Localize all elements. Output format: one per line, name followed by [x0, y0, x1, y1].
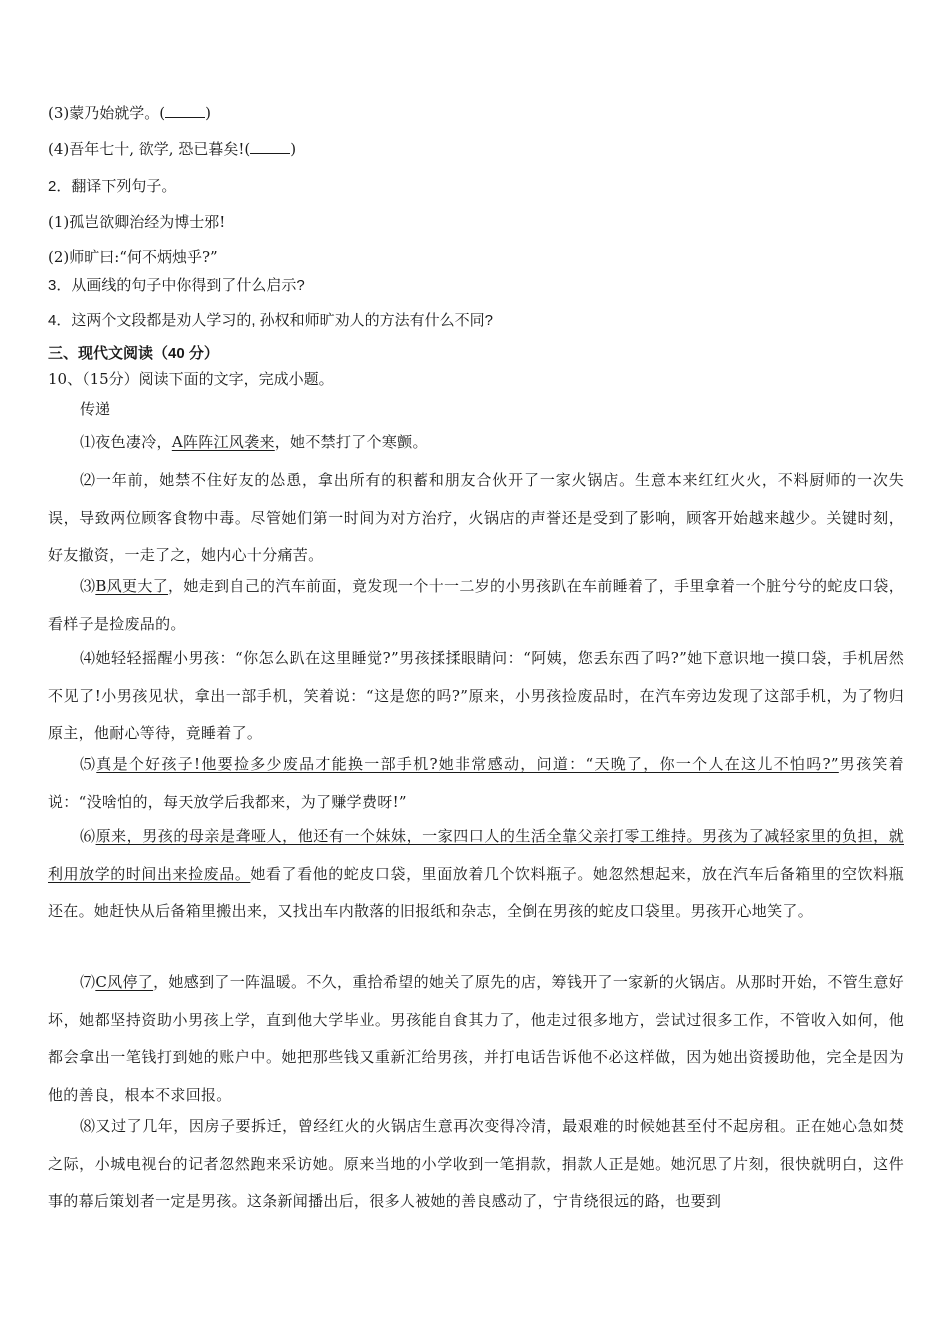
paragraph-5: ⑸真是个好孩子!他要捡多少废品才能换一部手机?她非常感动，问道：“天晚了，你一个人在这儿不怕吗?”男孩笑着说：“没啥怕的，每天放学后我都来，为了赚学费呀!” [48, 755, 904, 811]
paragraph-3: ⑶B风更大了，她走到自己的汽车前面，竟发现一个十一二岁的小男孩趴在车前睡着了，手里拿着一个脏兮兮的蛇皮口袋，看样子是捡废品的。 [48, 577, 905, 633]
paragraph-4: ⑷她轻轻摇醒小男孩：“你怎么趴在这里睡觉?”男孩揉揉眼睛问：“阿姨，您丢东西了吗?”她下意识地一摸口袋，手机居然不见了!小男孩见状，拿出一部手机，笑着说：“这是您的吗?”原来，小男孩捡废品时，在汽车旁边发现了这部手机，为了物归原主，他耐心等待，竟睡着了。 [48, 649, 904, 742]
question-2-2: (2)师旷曰:“何不炳烛乎?” [48, 248, 218, 266]
answer-blank [250, 139, 290, 154]
question-item-4: (4)吾年七十, 欲学, 恐已暮矣!( ) [48, 140, 297, 158]
section-heading: 三、现代文阅读（40 分） [48, 345, 219, 362]
underlined-sentence-5: 真是个好孩子!他要捡多少废品才能换一部手机?她非常感动，问道：“天晚了，你一个人在这儿不怕吗?” [96, 755, 839, 773]
paragraph-2: ⑵一年前，她禁不住好友的怂恿，拿出所有的积蓄和朋友合伙开了一家火锅店。生意本来红红火火，不料厨师的一次失误，导致两位顾客食物中毒。尽管她们第一时间为对方治疗，火锅店的声誉还是受到了影响，顾客开始越来越少。关键时刻，好友撤资，一走了之，她内心十分痛苦。 [48, 471, 904, 564]
question-10: 10、（15分）阅读下面的文字，完成小题。 [48, 370, 334, 388]
paragraph-6: ⑹原来，男孩的母亲是聋哑人，他还有一个妹妹，一家四口人的生活全靠父亲打零工维持。男孩为了减轻家里的负担，就利用放学的时间出来捡废品。她看了看他的蛇皮口袋，里面放着几个饮料瓶子。她忽然想起来，放在汽车后备箱里的空饮料瓶还在。她赶快从后备箱里搬出来，又找出车内散落的旧报纸和杂志，全倒在男孩的蛇皮口袋里。男孩开心地笑了。 [48, 827, 904, 920]
underlined-phrase-c: C风停了 [95, 973, 154, 991]
paragraph-8: ⑻又过了几年，因房子要拆迁，曾经红火的火锅店生意再次变得冷清，最艰难的时候她甚至付不起房租。正在她心急如焚之际，小城电视台的记者忽然跑来采访她。原来当地的小学收到一笔捐款，捐款人正是她。她沉思了片刻，很快就明白，这件事的幕后策划者一定是男孩。这条新闻播出后，很多人被她的善良感动了，宁肯绕很远的路，也要到 [48, 1117, 904, 1210]
question-2-1: (1)孤岂欲卿治经为博士邪! [48, 213, 226, 231]
underlined-phrase-b: B风更大了 [95, 577, 169, 595]
question-4: 4．这两个文段都是劝人学习的, 孙权和师旷劝人的方法有什么不同? [48, 312, 494, 329]
underlined-phrase-a: A阵阵江风袭来 [171, 433, 275, 451]
answer-blank [165, 103, 205, 118]
paragraph-7: ⑺C风停了，她感到了一阵温暖。不久，重拾希望的她关了原先的店，筹钱开了一家新的火锅店。从那时开始，不管生意好坏，她都坚持资助小男孩上学，直到他大学毕业。男孩能自食其力了，他走过很多地方，尝试过很多工作，不管收入如何，他都会拿出一笔钱打到她的账户中。她把那些钱又重新汇给男孩，并打电话告诉他不必这样做，因为她出资援助他，完全是因为他的善良，根本不求回报。 [48, 973, 904, 1104]
paragraph-1: ⑴夜色凄冷，A阵阵江风袭来，她不禁打了个寒颤。 [80, 433, 428, 451]
question-3: 3．从画线的句子中你得到了什么启示? [48, 277, 305, 294]
question-item-3: (3)蒙乃始就学。( ) [48, 104, 211, 122]
question-2: 2．翻译下列句子。 [48, 178, 177, 195]
passage-title: 传递 [80, 400, 111, 418]
underlined-sentence-6: 原来，男孩的母亲是聋哑人，他还有一个妹妹，一家四口人的生活全靠父亲打零工维持。男孩为了减轻家里的负担，就利用放学的时间出来捡废品。 [48, 827, 904, 883]
